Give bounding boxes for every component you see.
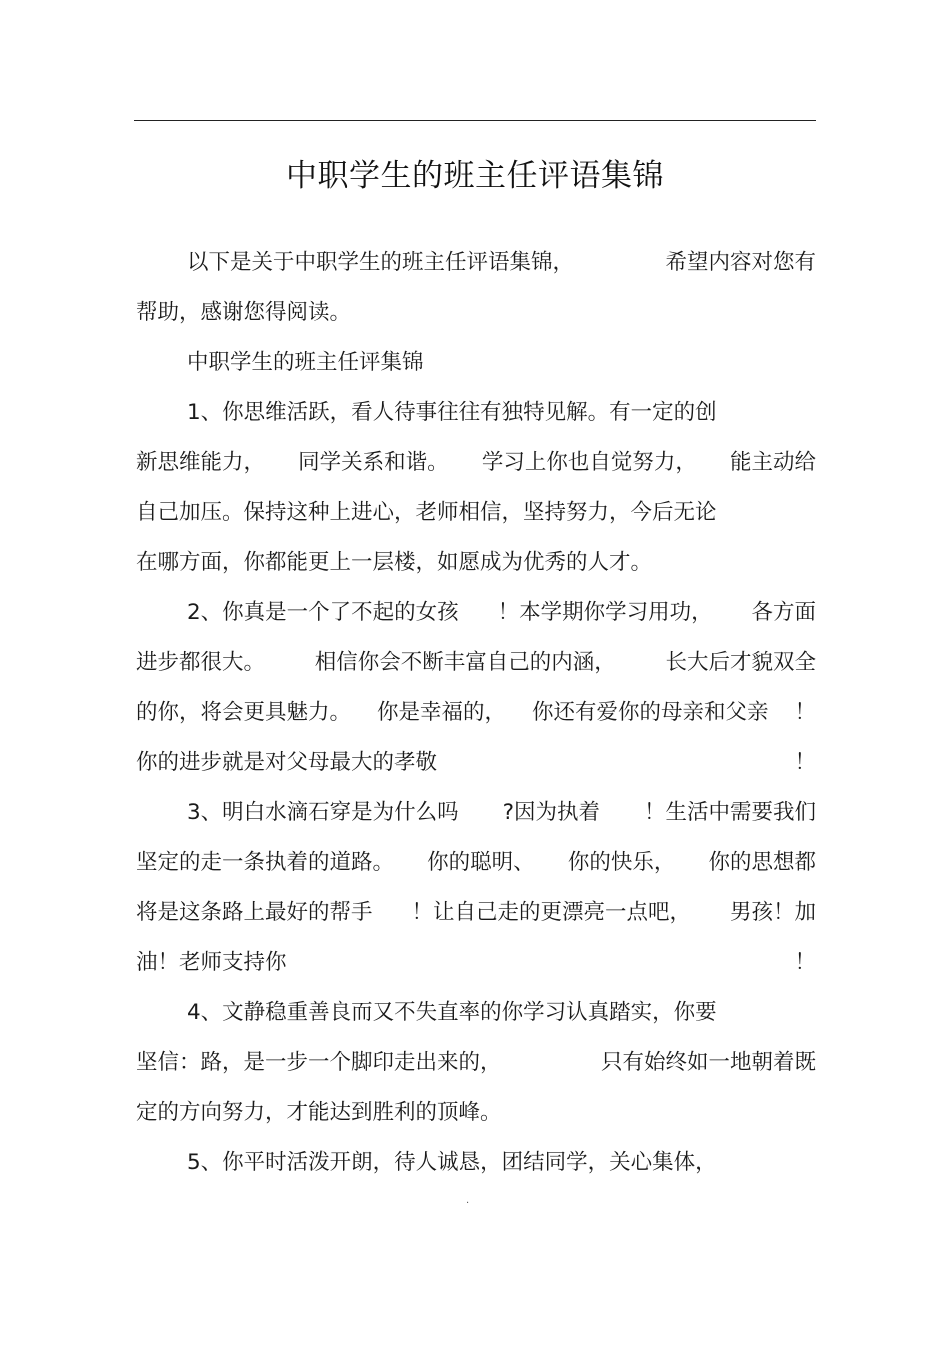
text-segment: 以下是关于中职学生的班主任评语集锦， [187,250,575,275]
text-line [136,788,816,838]
text-segment: ！ [794,950,816,975]
text-segment: 将是这条路上最好的帮手 [136,900,373,925]
text-line [136,388,816,438]
text-segment: 中职学生的班主任评集锦 [187,350,424,375]
text-segment: ！本学期你学习用功， [497,600,713,625]
text-segment: 只有始终如一地朝着既 [600,1050,816,1075]
text-segment: 希望内容对您有 [665,250,816,275]
text-segment: 的你，将会更具魅力。 [136,700,352,725]
text-segment: 在哪方面，你都能更上一层楼，如愿成为优秀的人才。 [136,550,653,575]
text-segment: 你还有爱你的母亲和父亲 [531,700,769,725]
text-line [136,638,816,688]
text-segment: ！ [794,700,816,725]
text-segment: 2、你真是一个了不起的女孩 [187,600,459,625]
text-line [136,1038,816,1088]
text-segment: 各方面 [751,600,816,625]
text-segment: 男孩！加 [729,900,816,925]
header-rule [134,120,816,121]
text-segment: 你的快乐， [567,850,676,875]
text-line [136,738,816,788]
text-segment: ！ [794,750,816,775]
text-line [136,1138,816,1188]
text-segment: 你是幸福的， [376,700,506,725]
text-segment: 长大后才貌双全 [665,650,816,675]
text-segment: 5、你平时活泼开朗，待人诚恳，团结同学，关心集体， [187,1150,717,1175]
text-line [136,238,816,288]
text-line [136,338,816,388]
text-segment: ！生活中需要我们 [643,800,816,825]
text-segment: 3、明白水滴石穿是为什么吗 [187,800,459,825]
text-line [136,538,816,588]
text-segment: 能主动给 [729,450,816,475]
text-line [136,688,816,738]
text-segment: 油！老师支持你 [136,950,287,975]
text-line [136,488,816,538]
text-line [136,288,816,338]
text-segment: 坚定的走一条执着的道路。 [136,850,395,875]
document-title: 中职学生的班主任评语集锦 [286,158,664,194]
text-segment: 学习上你也自觉努力， [481,450,697,475]
text-line [136,838,816,888]
text-segment: 新思维能力， [136,450,266,475]
text-segment: 你的思想都 [708,850,816,875]
text-segment: 帮助，感谢您得阅读。 [136,300,352,325]
text-segment: 坚信：路，是一步一个脚印走出来的， [136,1050,502,1075]
text-line [136,938,816,988]
text-segment: ！让自己走的更漂亮一点吧， [411,900,691,925]
text-line [136,1088,816,1138]
text-segment: 你的聪明、 [427,850,535,875]
text-line [136,438,816,488]
text-segment: 4、文静稳重善良而又不失直率的你学习认真踏实，你要 [187,1000,717,1025]
document-body [136,238,816,1188]
text-segment: 相信你会不断丰富自己的内涵， [314,650,616,675]
text-segment: ?因为执着 [502,800,601,825]
text-segment: 自己加压。保持这种上进心，老师相信，坚持努力，今后无论 [136,500,717,525]
text-segment: 同学关系和谐。 [298,450,449,475]
text-line [136,988,816,1038]
text-segment: 定的方向努力，才能达到胜利的顶峰。 [136,1100,502,1125]
text-line [136,588,816,638]
text-segment: 1、你思维活跃，看人待事往往有独特见解。有一定的创 [187,400,717,425]
text-line [136,888,816,938]
text-segment: 进步都很大。 [136,650,266,675]
page-footer-mark: . [466,1195,470,1206]
text-segment: 你的进步就是对父母最大的孝敬 [136,750,438,775]
